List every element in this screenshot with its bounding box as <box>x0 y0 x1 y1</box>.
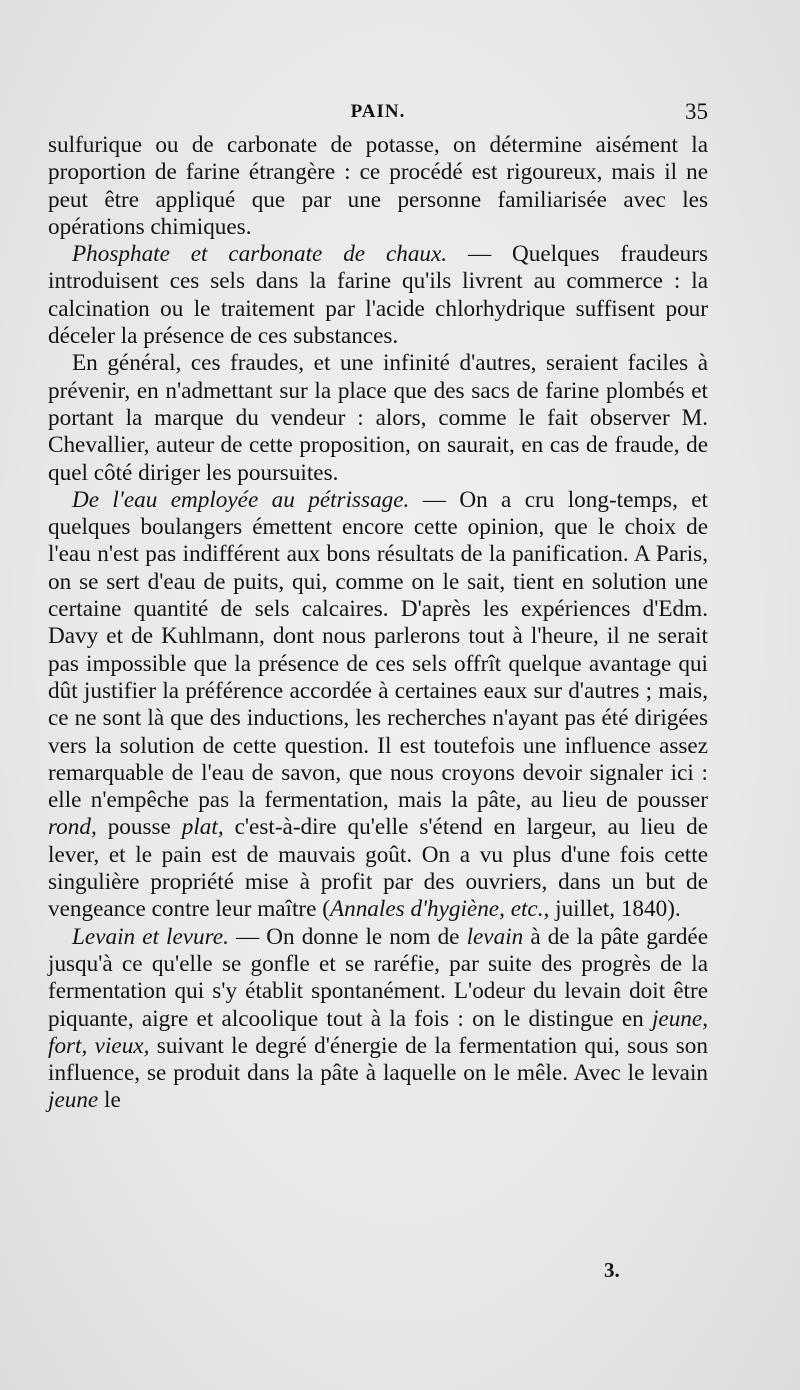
italic-jeune: jeune <box>48 1087 99 1114</box>
paragraph-4-text-b: pousse <box>96 814 182 841</box>
paragraph-2-text: — Quelques fraudeurs introduisent ces sels dans la farine qu'ils livrent au commerce : la calcination ou le traitement par l'acide chlorhydrique suffisent pour déceler la présence de ces substances. <box>48 241 708 350</box>
page-header <box>48 101 708 129</box>
paragraph-4-text-d: , juillet, 1840). <box>543 896 681 923</box>
signature-mark: 3. <box>604 1258 620 1282</box>
citation-source: Annales d'hygiène, etc. <box>329 896 544 923</box>
paragraph-5-text-a: — On donne le nom de <box>228 923 467 950</box>
italic-rond: rond, <box>48 814 97 841</box>
paragraph-3: En général, ces fraudes, et une infinité d'autres, seraient faciles à prévenir, en n'admettant sur la place que des sacs de farine plombés et portant la marque du vendeur : alors, comme le fait observer M. Chevallier, auteur de cette proposition, on saurait, en cas de fraude, de quel côté diriger les poursuites. <box>48 350 708 486</box>
running-head: PAIN. <box>350 101 406 122</box>
section-heading-phosphate: Phosphate et carbonate de chaux. <box>72 241 448 268</box>
italic-kinds: jeune, fort, vieux, <box>48 1005 708 1059</box>
body-text <box>48 132 708 1115</box>
italic-levain: levain <box>466 923 524 950</box>
paragraph-5-text-b: à de la pâte gardée jusqu'à ce qu'elle se gonfle et se raréfie, par suite des progrès de la fermentation qui s'y établit spontanément. L'odeur du levain doit être piquante, aigre et alcoolique tout à la fois : on le distingue en <box>48 923 708 1032</box>
paragraph-4-text-c: c'est-à-dire qu'elle s'étend en largeur, au lieu de lever, et le pain est de mauvais goût. On a vu plus d'une fois cette singulière propriété mise à profit par des ouvriers, dans un but de vengeance contre leur maître ( <box>48 814 708 923</box>
paragraph-5-text-d: le <box>98 1087 121 1114</box>
page-number: 35 <box>685 99 708 124</box>
section-heading-levain: Levain et levure. <box>72 923 229 950</box>
paragraph-2 <box>48 241 708 350</box>
paragraph-1: sulfurique ou de carbonate de potasse, on détermine aisément la proportion de farine étrangère : ce procédé est rigoureux, mais il ne peut être appliqué que par une personne familiarisée avec les opérations chimiques. <box>48 132 708 240</box>
section-heading-eau: De l'eau employée au pétrissage. <box>72 486 410 513</box>
paragraph-5-text-c: suivant le degré d'énergie de la fermentation qui, sous son influence, se produit dans la pâte à laquelle on le mêle. Avec le levain <box>48 1032 708 1087</box>
paragraph-5 <box>48 924 708 1115</box>
italic-plat: plat, <box>181 814 224 841</box>
paragraph-4 <box>48 487 708 924</box>
paragraph-4-text-a: — On a cru long-temps, et quelques boulangers émettent encore cette opinion, que le choix de l'eau n'est pas indifférent aux bons résultats de la panification. A Paris, on se sert d'eau de puits, qui, comme on le sait, tient en solution une certaine quantité de sels calcaires. D'après les expériences d'Edm. Davy et de Kuhlmann, dont nous parlerons tout à l'heure, il ne serait pas impossible que la présence de ces sels offrît quelque avantage qui dût justifier la préférence accordée à certaines eaux sur d'autres ; mais, ce ne sont là que des inductions, les recherches n'ayant pas été dirigées vers la solution de cette question. Il est toutefois une influence assez remarquable de l'eau de savon, que nous croyons devoir signaler ici : elle n'empêche pas la fermentation, mais la pâte, au lieu de pousser <box>48 486 708 814</box>
